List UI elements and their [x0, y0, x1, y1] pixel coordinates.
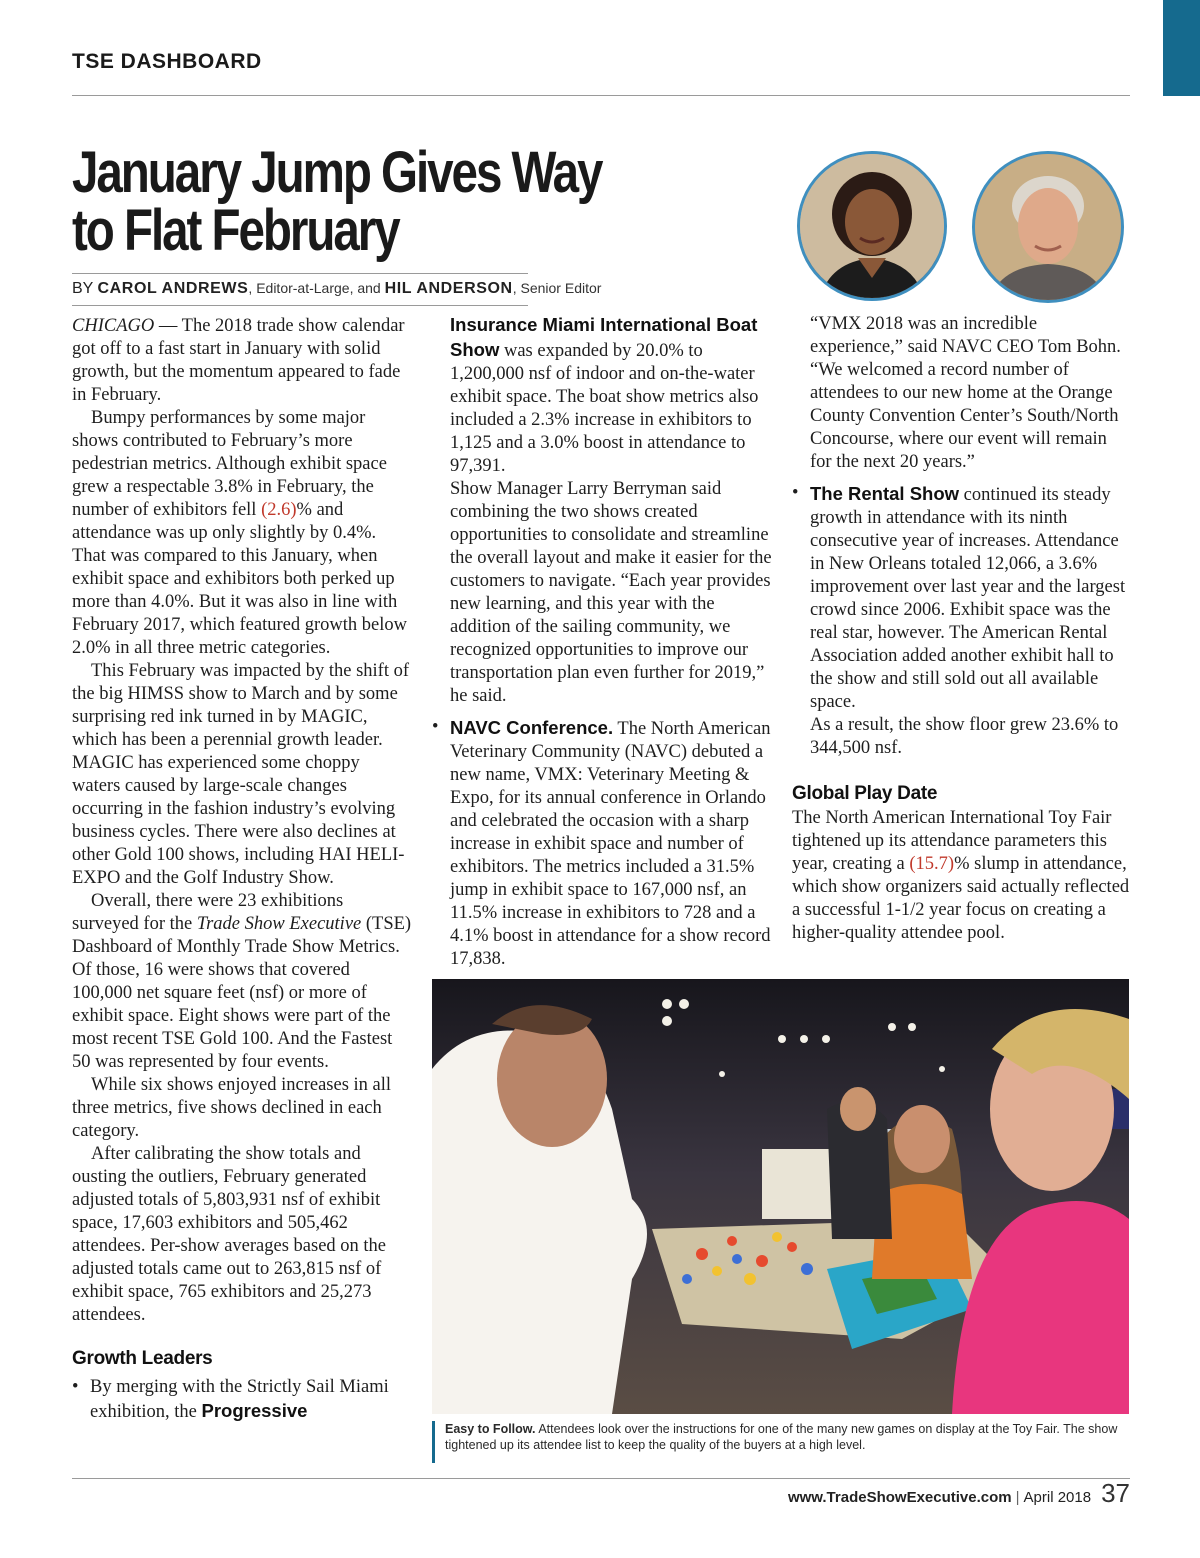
intro-text: — The 2018 trade show calendar got off to a fast start in January with solid growth, but the momentum appeared to fade in February.: [72, 316, 405, 405]
paragraph-adjusted-totals: After calibrating the show totals and ousting the outliers, February generated adjusted totals of 5,803,931 nsf of exhibit space, 17,603 exhibitors and 505,462 attendees. Per-show averages based on the adjusted totals came out to 263,815 nsf of exhibit space, 765 exhibitors and 25,273 attendees.: [72, 1144, 387, 1325]
paragraph-intro: [72, 315, 412, 407]
issue-date: April 2018: [1023, 1489, 1092, 1506]
publication-name: Trade Show Executive: [196, 914, 362, 934]
bullet-text: The North American Veterinary Community (NAVC) debuted a new name, VMX: Veterinary Meeting & Expo, for its annual conference in Orlando and celebrated the occasion with a sharp increase in exhibit space and number of exhibitors. The metrics included a 31.5% jump in exhibit space to 167,000 nsf, an 11.5% increase in exhibitors to 728 and a 4.1% boost in attendance for a show record 17,838.: [450, 719, 771, 969]
author-portrait-carol-andrews: [797, 151, 947, 301]
section-label: TSE DASHBOARD: [72, 50, 262, 73]
bullet-text: By merging with the Strictly Sail Miami exhibition, the: [90, 1377, 389, 1422]
article-column-1: [72, 315, 412, 1424]
paragraph-text: The North American International Toy Fair tightened up its attendance parameters this year, creating a: [792, 808, 1112, 874]
author-portrait-hil-anderson: [972, 151, 1124, 303]
byline-prefix: BY: [72, 280, 98, 297]
bullet-item-navc: [432, 716, 776, 971]
paragraph-text: % slump in attendance, which show organizers said actually reflected a successful 1-1/2 year focus on creating a higher-quality attendee pool.: [792, 854, 1130, 943]
bullet-item-progressive: [72, 1376, 412, 1424]
bullet-item-rental-show: [792, 482, 1130, 714]
paragraph-text: Bumpy performances by some major shows contributed to February’s more pedestrian metrics. Although exhibit space grew a respectable 3.8% in February, the number of exhibitors fell: [72, 408, 387, 520]
paragraph-vmx-quote: “VMX 2018 was an incredible experience,” said NAVC CEO Tom Bohn. “We welcomed a record number of attendees to our new home at the Orange County Convention Center’s South/North Concourse, where our event will remain for the next 20 years.”: [810, 314, 1121, 472]
show-name: NAVC Conference.: [450, 717, 614, 738]
negative-value: (15.7): [909, 854, 955, 874]
caption-lead: Easy to Follow.: [445, 1422, 536, 1436]
website-link[interactable]: www.TradeShowExecutive.com: [787, 1489, 1012, 1506]
page-number: 37: [1101, 1478, 1130, 1508]
author-title-1: , Editor-at-Large, and: [248, 280, 385, 296]
footer-separator: |: [1015, 1489, 1020, 1506]
paragraph-text: Overall, there were 23 exhibitions surveyed for the: [72, 891, 344, 934]
toy-fair-photo: [432, 979, 1129, 1414]
paragraph-text: % and attendance was up only slightly by 0.4%. That was compared to this January, when exhibit space and exhibitors both perked up more than 4.0%. But it was also in line with February 2017, which featured growth below 2.0% in all three metric categories.: [72, 500, 407, 658]
paragraph-bumpy-performances: [72, 407, 412, 660]
show-name: Insurance Miami International Boat Show: [450, 314, 758, 360]
caption-text: Attendees look over the instructions for one of the many new games on display at the Toy Fair. The show tightened up its attendee list to keep the quality of the buyers at a high level.: [445, 1422, 1118, 1452]
subhead-growth-leaders: Growth Leaders: [72, 1348, 213, 1369]
article-headline: [72, 140, 602, 263]
byline: [72, 280, 601, 298]
paragraph-toy-fair: [792, 807, 1130, 945]
paragraph-february-impact: This February was impacted by the shift of the big HIMSS show to March and by some surprising red ink turned in by MAGIC, which has been a perennial growth leader. MAGIC has experienced some choppy waters caused by large-scale changes occurring in the fashion industry’s evolving business cycles. There were also declines at other Gold 100 shows, including HAI HELI-EXPO and the Golf Industry Show.: [72, 661, 410, 888]
article-column-3: [792, 313, 1130, 945]
section-tab-marker: [1163, 0, 1200, 96]
article-column-2: [432, 313, 776, 971]
paragraph-increases: While six shows enjoyed increases in all three metrics, five shows declined in each category.: [72, 1075, 392, 1141]
byline-divider-top: [72, 273, 528, 274]
photo-caption: [445, 1421, 1135, 1453]
paragraph-text: was expanded by 20.0% to 1,200,000 nsf of indoor and on-the-water exhibit space. The boat show metrics also included a 2.3% increase in exhibitors to 1,125 and a 3.0% boost in attendance to 97,391.: [450, 341, 759, 476]
header-divider: [72, 95, 1130, 96]
subhead-global-play-date: Global Play Date: [792, 783, 938, 804]
portrait-man-image: [975, 154, 1121, 300]
headline-line-1: January Jump Gives Way: [72, 140, 602, 205]
paragraph-text: (TSE) Dashboard of Monthly Trade Show Metrics. Of those, 16 were shows that covered 100,000 net square feet (nsf) or more of exhibit space. Eight shows were part of the most recent TSE Gold 100. And the Fastest 50 was represented by four events.: [72, 914, 412, 1072]
paragraph-show-floor: As a result, the show floor grew 23.6% to 344,500 nsf.: [810, 715, 1119, 758]
caption-accent-bar: [432, 1421, 435, 1463]
paragraph-overall: [72, 890, 412, 1074]
byline-divider-bottom: [72, 305, 528, 306]
author-name-2: HIL ANDERSON: [384, 280, 513, 297]
paragraph-boat-show: [432, 313, 776, 478]
paragraph-berryman-quote: Show Manager Larry Berryman said combining the two shows created opportunities to consolidate and streamline the overall layout and make it easier for the customers to navigate. “Each year provides new learning, and this year with the addition of the sailing community, we recognized opportunities to improve our transportation plan even further for 2019,” he said.: [450, 479, 772, 706]
negative-value: (2.6): [261, 500, 297, 520]
bullet-text: continued its steady growth in attendance with its ninth consecutive year of increases. Attendance in New Orleans totaled 12,066, a 3.6% improvement over last year and the largest crowd since 2006. Exhibit space was the real star, however. The American Rental Association added another exhibit hall to the show and still sold out all available space.: [810, 485, 1126, 712]
author-title-2: , Senior Editor: [512, 280, 602, 296]
author-name-1: CAROL ANDREWS: [97, 280, 249, 297]
headline-line-2: to Flat February: [72, 198, 399, 263]
show-name: The Rental Show: [810, 483, 960, 504]
page-footer: [700, 1478, 1130, 1518]
dateline: CHICAGO: [72, 316, 155, 336]
portrait-woman-image: [800, 154, 944, 298]
show-name: Progressive: [201, 1400, 308, 1421]
toy-fair-scene-image: [432, 979, 1129, 1414]
